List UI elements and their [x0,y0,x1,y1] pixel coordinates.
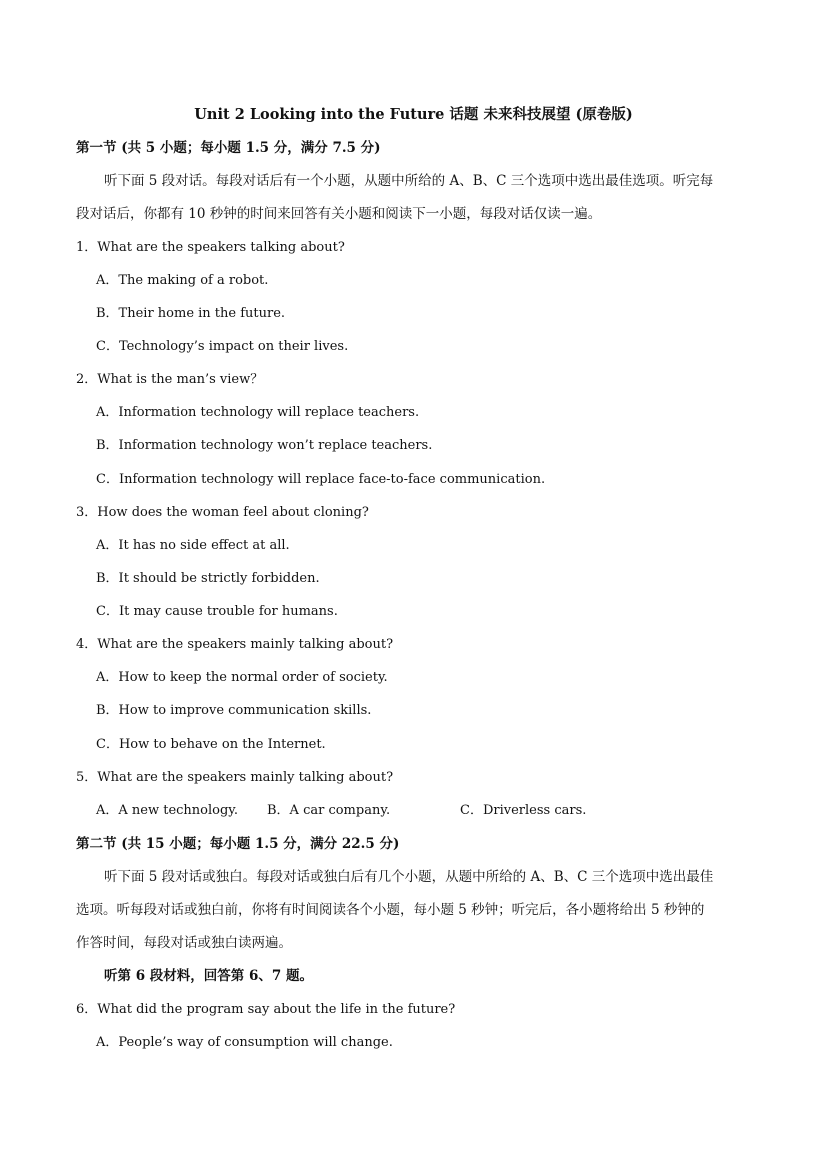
question-5-stem: 5．What are the speakers mainly talking about? [76,770,394,785]
document-title: Unit 2 Looking into the Future 话题 未来科技展望 (原卷版) [194,106,633,123]
question-5-option-b: B．A car company. [267,803,391,818]
question-4-option-c: C．How to behave on the Internet. [96,737,326,752]
question-6-option-a: A．People’s way of consumption will change. [96,1035,393,1050]
question-2-stem: 2．What is the man’s view？ [76,372,264,387]
section1-instructions-cont: 段对话后，你都有 10 秒钟的时间来回答有关小题和阅读下一小题，每段对话仅读一遍。 [76,206,602,222]
question-5-option-c: C．Driverless cars. [460,803,587,818]
question-2-option-c: C．Information technology will replace face-to-face communication. [96,472,546,487]
question-1-option-a: A．The making of a robot. [96,273,269,288]
question-1-stem: 1．What are the speakers talking about? [76,240,345,255]
question-1-option-b: B．Their home in the future. [96,306,286,321]
question-4-option-a: A．How to keep the normal order of society. [96,670,388,685]
section2-instructions: 听下面 5 段对话或独白。每段对话或独白后有几个小题，从题中所给的 A、B、C 三个选项中选出最佳 [104,869,714,885]
section2-heading: 第二节 (共 15 小题；每小题 1.5 分，满分 22.5 分) [76,836,400,852]
section1-heading: 第一节 (共 5 小题；每小题 1.5 分，满分 7.5 分) [76,140,381,156]
question-2-option-a: A．Information technology will replace teachers. [96,405,420,420]
question-6-stem: 6．What did the program say about the life in the future? [76,1002,456,1017]
question-3-option-c: C．It may cause trouble for humans. [96,604,338,619]
section1-instructions: 听下面 5 段对话。每段对话后有一个小题，从题中所给的 A、B、C 三个选项中选出最佳选项。听完每 [104,173,714,189]
question-4-stem: 4．What are the speakers mainly talking about? [76,637,394,652]
question-3-stem: 3．How does the woman feel about cloning? [76,505,369,520]
question-3-option-a: A．It has no side effect at all. [96,538,290,553]
section2-instructions-cont: 选项。听每段对话或独白前，你将有时间阅读各个小题，每小题 5 秒钟；听完后，各小题将给出 5 秒钟的 [76,902,705,918]
question-4-option-b: B．How to improve communication skills. [96,703,372,718]
question-5-option-a: A．A new technology. [96,803,239,818]
question-1-option-c: C．Technology’s impact on their lives. [96,339,349,354]
material-6-heading: 听第 6 段材料，回答第 6、7 题。 [104,968,313,984]
question-2-option-b: B．Information technology won’t replace teachers. [96,438,433,453]
section2-instructions-end: 作答时间，每段对话或独白读两遍。 [76,935,292,951]
question-3-option-b: B．It should be strictly forbidden. [96,571,320,586]
